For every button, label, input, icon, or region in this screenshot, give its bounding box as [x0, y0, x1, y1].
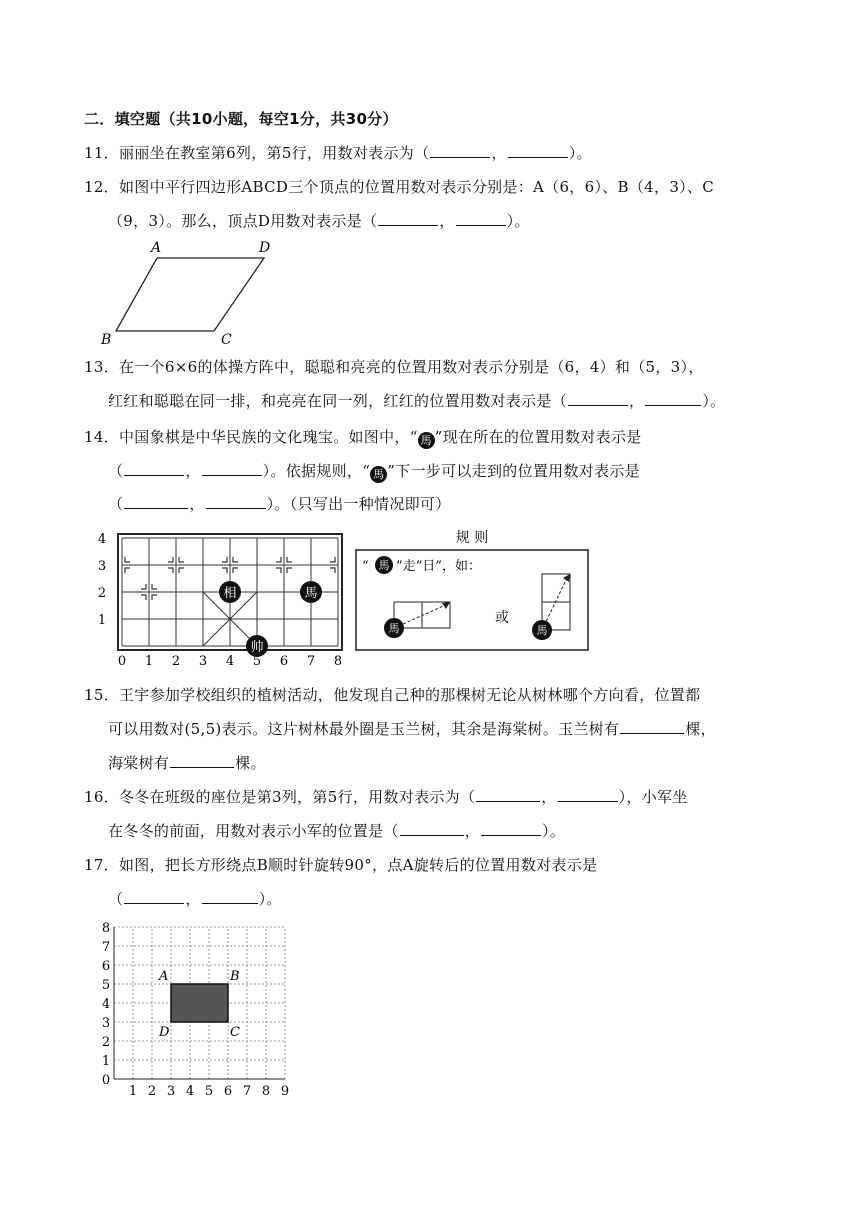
q13-tail: ）。: [702, 392, 726, 410]
comma: ，: [185, 890, 201, 908]
comma: ，: [464, 822, 481, 840]
x-tick-label: 9: [280, 1084, 290, 1099]
q12-blank-1[interactable]: [378, 211, 438, 226]
q15-text: 可以用数对(5,5)表示。这片树林最外圈是玉兰树，其余是海棠树。玉兰树有: [108, 720, 620, 738]
position-marker: [168, 568, 173, 573]
q16-tail-b: ）。: [542, 822, 566, 840]
rule-or: 或: [495, 610, 509, 626]
position-marker: [276, 557, 281, 562]
y-tick-label: 1: [97, 613, 107, 628]
q17-blank-2[interactable]: [202, 889, 258, 904]
x-tick-label: 8: [261, 1084, 271, 1099]
y-tick-label: 4: [97, 532, 107, 547]
question-17-line1: 17．如图，把长方形绕点B顺时针旋转90°，点A旋转后的位置用数对表示是: [84, 856, 598, 874]
q13-text: 红红和聪聪在同一排，和亮亮在同一列，红红的位置用数对表示是（: [108, 392, 568, 410]
q15-blank-1[interactable]: [620, 719, 684, 734]
q17-blank-1[interactable]: [124, 889, 184, 904]
y-tick-label: 0: [101, 1073, 111, 1088]
chess-board-figure: [96, 524, 596, 670]
comma: ，: [439, 212, 455, 230]
x-tick-label: 0: [117, 654, 127, 669]
label-a: A: [159, 969, 169, 984]
q16-tail: ），小军坐: [618, 788, 688, 806]
question-14-line2: [108, 461, 640, 483]
x-tick-label: 2: [171, 654, 181, 669]
x-tick-label: 2: [147, 1084, 157, 1099]
q11-blank-1[interactable]: [430, 143, 490, 158]
position-marker: [125, 557, 130, 562]
q16-blank-1[interactable]: [476, 787, 540, 802]
question-17-line2: [108, 889, 282, 909]
y-tick-label: 4: [101, 997, 111, 1012]
label-c: C: [230, 1025, 240, 1040]
x-tick-label: 1: [144, 654, 154, 669]
y-tick-label: 8: [101, 921, 111, 936]
position-marker: [233, 568, 238, 573]
position-marker: [233, 557, 238, 562]
x-tick-label: 6: [279, 654, 289, 669]
position-marker: [152, 584, 157, 589]
x-tick-label: 5: [252, 654, 262, 669]
position-marker: [141, 595, 146, 600]
x-tick-label: 3: [198, 654, 208, 669]
question-15-line2: [108, 719, 716, 739]
question-15-line1: 15．王宇参加学校组织的植树活动，他发现自己种的那棵树无论从树林哪个方向看，位置都: [84, 686, 701, 704]
comma: ，: [491, 144, 507, 162]
x-tick-label: 7: [306, 654, 316, 669]
y-tick-label: 2: [101, 1035, 111, 1050]
position-marker: [330, 557, 335, 562]
position-marker: [287, 557, 292, 562]
position-marker: [179, 568, 184, 573]
q15-text-b: 海棠树有: [108, 754, 170, 772]
y-tick-label: 5: [101, 978, 111, 993]
q14-text-b: ”现在所在的位置用数对表示是: [434, 428, 642, 446]
parallelogram-abcd: [116, 258, 264, 331]
x-tick-label: 3: [166, 1084, 176, 1099]
comma: ，: [189, 495, 205, 513]
rule-title: 规 则: [455, 530, 489, 546]
label-d: D: [159, 1025, 170, 1040]
rule-arrow-head: [442, 602, 450, 609]
question-16-line1: [84, 787, 688, 807]
comma: ，: [541, 788, 557, 806]
q13-blank-1[interactable]: [568, 391, 628, 406]
y-tick-label: 7: [101, 940, 111, 955]
position-marker: [152, 595, 157, 600]
parallelogram-figure: [96, 236, 286, 348]
label-b: B: [101, 332, 112, 348]
x-tick-label: 4: [225, 654, 235, 669]
q16-text-b: 在冬冬的前面，用数对表示小军的位置是（: [108, 822, 399, 840]
q14-blank-1[interactable]: [124, 461, 184, 476]
x-tick-label: 7: [242, 1084, 252, 1099]
q15-tail: 棵，: [685, 720, 716, 738]
xiang-piece-icon-label: 相: [223, 586, 237, 601]
x-tick-label: 8: [333, 654, 343, 669]
rule-text: ”走“日”，如：: [396, 559, 481, 574]
horse-piece-icon: 馬: [370, 466, 387, 483]
y-tick-label: 1: [101, 1054, 111, 1069]
y-tick-label: 3: [101, 1016, 111, 1031]
shuai-piece-icon-label: 帅: [250, 640, 264, 655]
q16-blank-4[interactable]: [481, 821, 541, 836]
q16-blank-3[interactable]: [400, 821, 464, 836]
q14-blank-3[interactable]: [124, 494, 188, 509]
comma: ，: [629, 392, 645, 410]
question-15-line3: [108, 753, 266, 773]
q12-blank-2[interactable]: [456, 211, 506, 226]
q12-text: （9，3）。那么，顶点D用数对表示是（: [108, 212, 378, 230]
q14-text-d: ”下一步可以走到的位置用数对表示是: [387, 462, 640, 480]
y-tick-label: 6: [101, 959, 111, 974]
q14-text-c: ）。依据规则，“: [262, 462, 371, 480]
horse-piece-icon: 馬: [418, 432, 435, 449]
position-marker: [222, 568, 227, 573]
q11-tail: ）。: [568, 144, 592, 162]
q16-blank-2[interactable]: [558, 787, 618, 802]
q13-blank-2[interactable]: [645, 391, 701, 406]
q15-blank-2[interactable]: [170, 753, 234, 768]
horse-piece-label: 馬: [378, 559, 390, 572]
rule-text-open: “: [362, 559, 369, 574]
label-d: D: [259, 240, 271, 256]
y-tick-label: 2: [97, 586, 107, 601]
label-c: C: [221, 332, 232, 348]
question-14-line1: [84, 427, 642, 449]
q14-blank-4[interactable]: [206, 494, 266, 509]
q14-text-e: ）。（只写出一种情况即可）: [266, 495, 451, 513]
x-tick-label: 4: [185, 1084, 195, 1099]
q17-tail: ）。: [258, 890, 282, 908]
q11-blank-2[interactable]: [508, 143, 568, 158]
rectangle-abcd: [171, 984, 228, 1022]
horse-piece-icon-label: 馬: [304, 586, 318, 601]
position-marker: [330, 568, 335, 573]
q14-text-a: 14．中国象棋是中华民族的文化瑰宝。如图中，“: [84, 428, 418, 446]
question-12-line1: 12．如图中平行四边形ABCD三个顶点的位置用数对表示分别是：A（6，6）、B（4，3）、C: [84, 178, 715, 196]
question-14-line3: [108, 494, 451, 514]
question-13-line1: 13．在一个6×6的体操方阵中，聪聪和亮亮的位置用数对表示分别是（6，4）和（5，3），: [84, 358, 704, 376]
horse-piece-label: 馬: [388, 622, 400, 635]
open-paren: （: [108, 462, 124, 480]
position-marker: [141, 584, 146, 589]
question-12-line2: [108, 211, 530, 231]
y-tick-label: 3: [97, 559, 107, 574]
position-marker: [125, 568, 130, 573]
q16-text: 16．冬冬在班级的座位是第3列，第5行，用数对表示为（: [84, 788, 476, 806]
question-13-line2: [108, 391, 725, 411]
position-marker: [276, 568, 281, 573]
q11-text: 11．丽丽坐在教室第6列，第5行，用数对表示为（: [84, 144, 430, 162]
position-marker: [222, 557, 227, 562]
rectangle-grid-figure: [96, 918, 296, 1099]
position-marker: [168, 557, 173, 562]
q14-blank-2[interactable]: [202, 461, 262, 476]
q12-tail: ）。: [506, 212, 530, 230]
label-a: A: [151, 240, 162, 256]
label-b: B: [230, 969, 240, 984]
question-16-line2: [108, 821, 565, 841]
rule-arrow-head: [563, 574, 570, 582]
x-tick-label: 5: [204, 1084, 214, 1099]
q15-tail-b: 棵。: [235, 754, 266, 772]
position-marker: [179, 557, 184, 562]
horse-piece-label: 馬: [536, 624, 548, 637]
open-paren: （: [108, 495, 124, 513]
open-paren: （: [108, 890, 124, 908]
x-tick-label: 6: [223, 1084, 233, 1099]
position-marker: [287, 568, 292, 573]
comma: ，: [185, 462, 201, 480]
question-11: [84, 143, 592, 163]
x-tick-label: 1: [128, 1084, 138, 1099]
section-title: 二．填空题（共10小题，每空1分，共30分）: [84, 110, 398, 128]
